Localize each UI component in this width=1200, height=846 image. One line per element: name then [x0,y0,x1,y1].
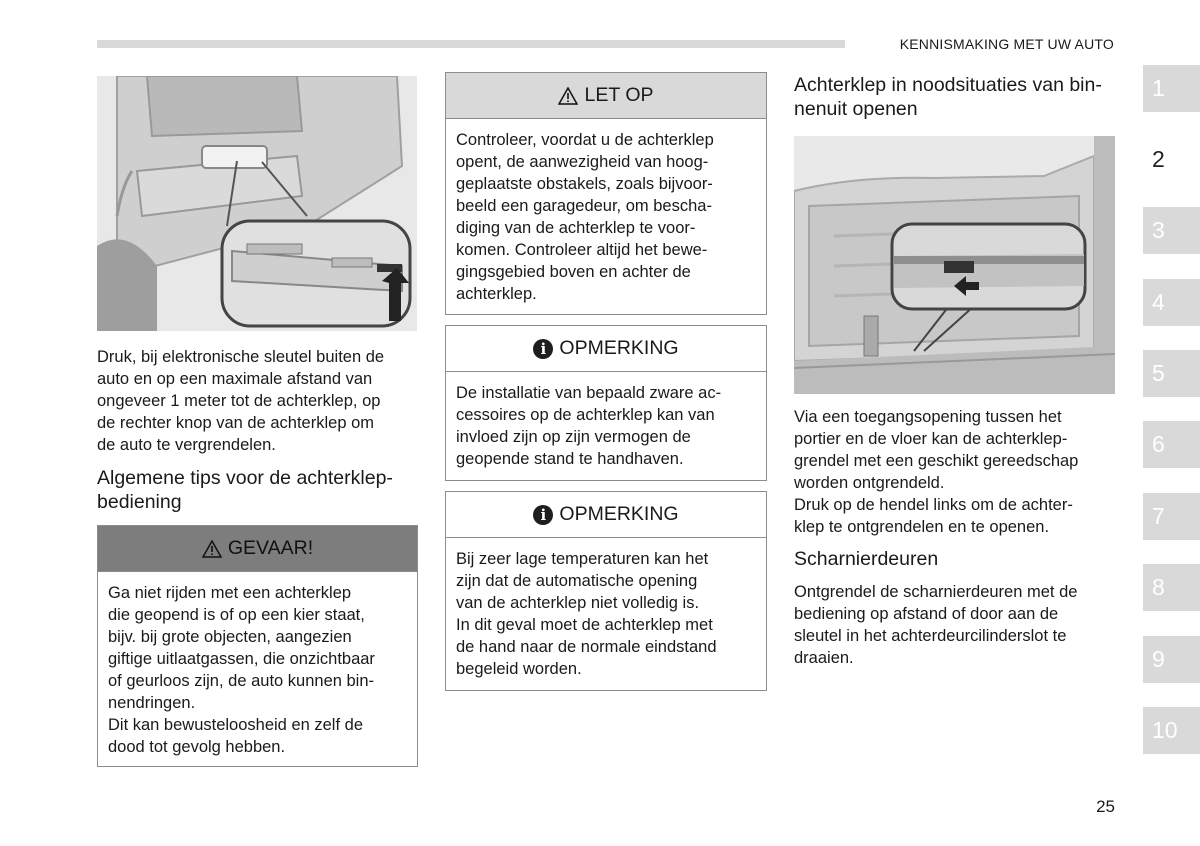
danger-title: GEVAAR! [227,537,314,559]
hinged-doors-paragraph: Ontgrendel de scharnierdeuren met de bediening op afstand of door aan de sleutel in het achterdeurcilinderslot te draaien. [794,583,1078,667]
chapter-tab-4[interactable]: 4 [1143,279,1200,326]
caution-box [445,72,767,315]
chapter-tab-9[interactable]: 9 [1143,636,1200,683]
warning-triangle-icon [558,87,578,105]
danger-box [97,525,418,767]
chapter-tab-2[interactable]: 2 [1143,136,1200,183]
chapter-tab-1[interactable]: 1 [1143,65,1200,112]
note-text: Bij zeer lage temperaturen kan het zijn dat de automatische opening van de achterklep niet volledig is. In dit geval moet de achterklep met de hand naar de normale eindstand begeleid worden. [456,550,717,678]
note-box-header [446,492,766,538]
note-box-accessories [445,325,767,481]
caution-box-header [446,73,766,119]
tailgate-button-illustration [97,76,417,331]
lock-instruction-paragraph: Druk, bij elektronische sleutel buiten de auto en op een maximale afstand van ongeveer 1 meter tot de achterklep, op de rechter knop van de achterklep om de auto te vergrendelen. [97,348,385,454]
chapter-tab-3[interactable]: 3 [1143,207,1200,254]
chapter-tab-7[interactable]: 7 [1143,493,1200,540]
chapter-tab-8[interactable]: 8 [1143,564,1200,611]
info-circle-icon: i [533,339,553,359]
note-title: OPMERKING [559,337,679,359]
note-box-temperature [445,491,767,691]
danger-text: Ga niet rijden met een achterklep die geopend is of op een kier staat, bijv. bij grote objecten, aangezien giftige uitlaatgassen, die onzichtbaar of geurloos zijn, de auto kunnen bin- nendringen. Dit kan bewusteloosheid en zelf de dood tot gevolg hebben. [108,584,375,756]
danger-box-header [98,526,417,572]
chapter-tab-5[interactable]: 5 [1143,350,1200,397]
note-text: De installatie van bepaald zware ac- cessoires op de achterklep kan van invloed zijn op zijn vermogen de geopende stand te handhaven. [456,384,722,468]
warning-triangle-icon [202,540,222,558]
caution-title: LET OP [584,84,654,106]
section-title: KENNISMAKING MET UW AUTO [899,36,1114,52]
hinged-doors-subheading: Scharnierdeuren [794,548,939,570]
info-circle-icon: i [533,505,553,525]
note-title: OPMERKING [559,503,679,525]
page-number: 25 [1096,797,1115,816]
tips-subheading: Algemene tips voor de achterklep- bediening [97,467,393,513]
chapter-tab-6[interactable]: 6 [1143,421,1200,468]
interior-release-illustration [794,136,1115,394]
note-box-header [446,326,766,372]
chapter-tab-10[interactable]: 10 [1143,707,1200,754]
header-rule [97,40,845,48]
emergency-paragraph: Via een toegangsopening tussen het portier en de vloer kan de achterklep- grendel met een geschikt gereedschap worden ontgrendeld. Druk op de hendel links om de achter- klep te ontgrendelen en te openen. [794,408,1079,536]
emergency-heading: Achterklep in noodsituaties van bin- nenuit openen [794,74,1102,120]
caution-text: Controleer, voordat u de achterklep opent, de aanwezigheid van hoog- geplaatste obstakels, zoals bijvoor- beeld een garagedeur, om bescha- diging van de achterklep te voor- komen. Controleer altijd het bewe- gingsgebied boven en achter de achterklep. [456,131,714,303]
